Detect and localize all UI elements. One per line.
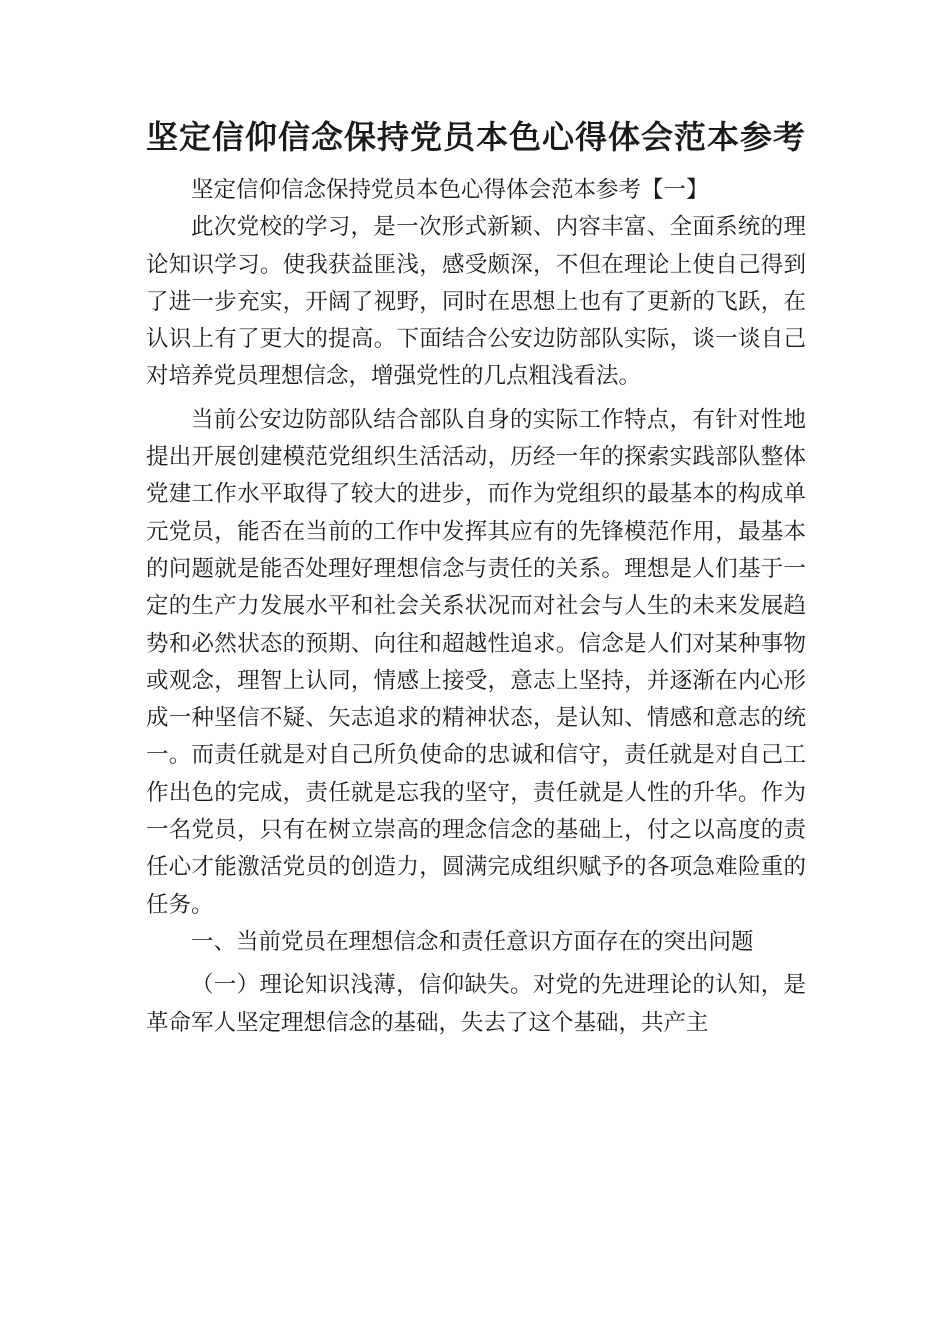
- paragraph-intro: 此次党校的学习，是一次形式新颖、内容丰富、全面系统的理论知识学习。使我获益匪浅，感受颇深，不但在理论上使自己得到了进一步充实，开阔了视野，同时在思想上也有了更新的飞跃，在认识上有了更大的提高。下面结合公安边防部队实际，谈一谈自己对培养党员理想信念，增强党性的几点粗浅看法。: [146, 214, 806, 390]
- paragraph-main: 当前公安边防部队结合部队自身的实际工作特点，有针对性地提出开展创建模范党组织生活活动，历经一年的探索实践部队整体党建工作水平取得了较大的进步，而作为党组织的最基本的构成单元党员，能否在当前的工作中发挥其应有的先锋模范作用，最基本的问题就是能否处理好理想信念与责任的关系。理想是人们基于一定的生产力发展水平和社会关系状况而对社会与人生的未来发展趋势和必然状态的预期、向往和超越性追求。信念是人们对某种事物或观念，理智上认同，情感上接受，意志上坚持，并逐渐在内心形成一种坚信不疑、矢志追求的精神状态，是认知、情感和意志的统一。而责任就是对自己所负使命的忠诚和信守，责任就是对自己工作出色的完成，责任就是忘我的坚守，责任就是人性的升华。作为一名党员，只有在树立崇高的理念信念的基础上，付之以高度的责任心才能激活党员的创造力，圆满完成组织赋予的各项急难险重的任务。: [146, 406, 806, 918]
- document-title: 坚定信仰信念保持党员本色心得体会范本参考: [146, 118, 807, 156]
- section-heading: 坚定信仰信念保持党员本色心得体会范本参考【一】: [191, 177, 709, 203]
- paragraph-theory: （一）理论知识浅薄，信仰缺失。对党的先进理论的认知，是革命军人坚定理想信念的基础，失去了这个基础，共产主: [146, 972, 806, 1036]
- heading-problems: 一、当前党员在理想信念和责任意识方面存在的突出问题: [191, 928, 754, 955]
- document-page: [146, 112, 806, 1042]
